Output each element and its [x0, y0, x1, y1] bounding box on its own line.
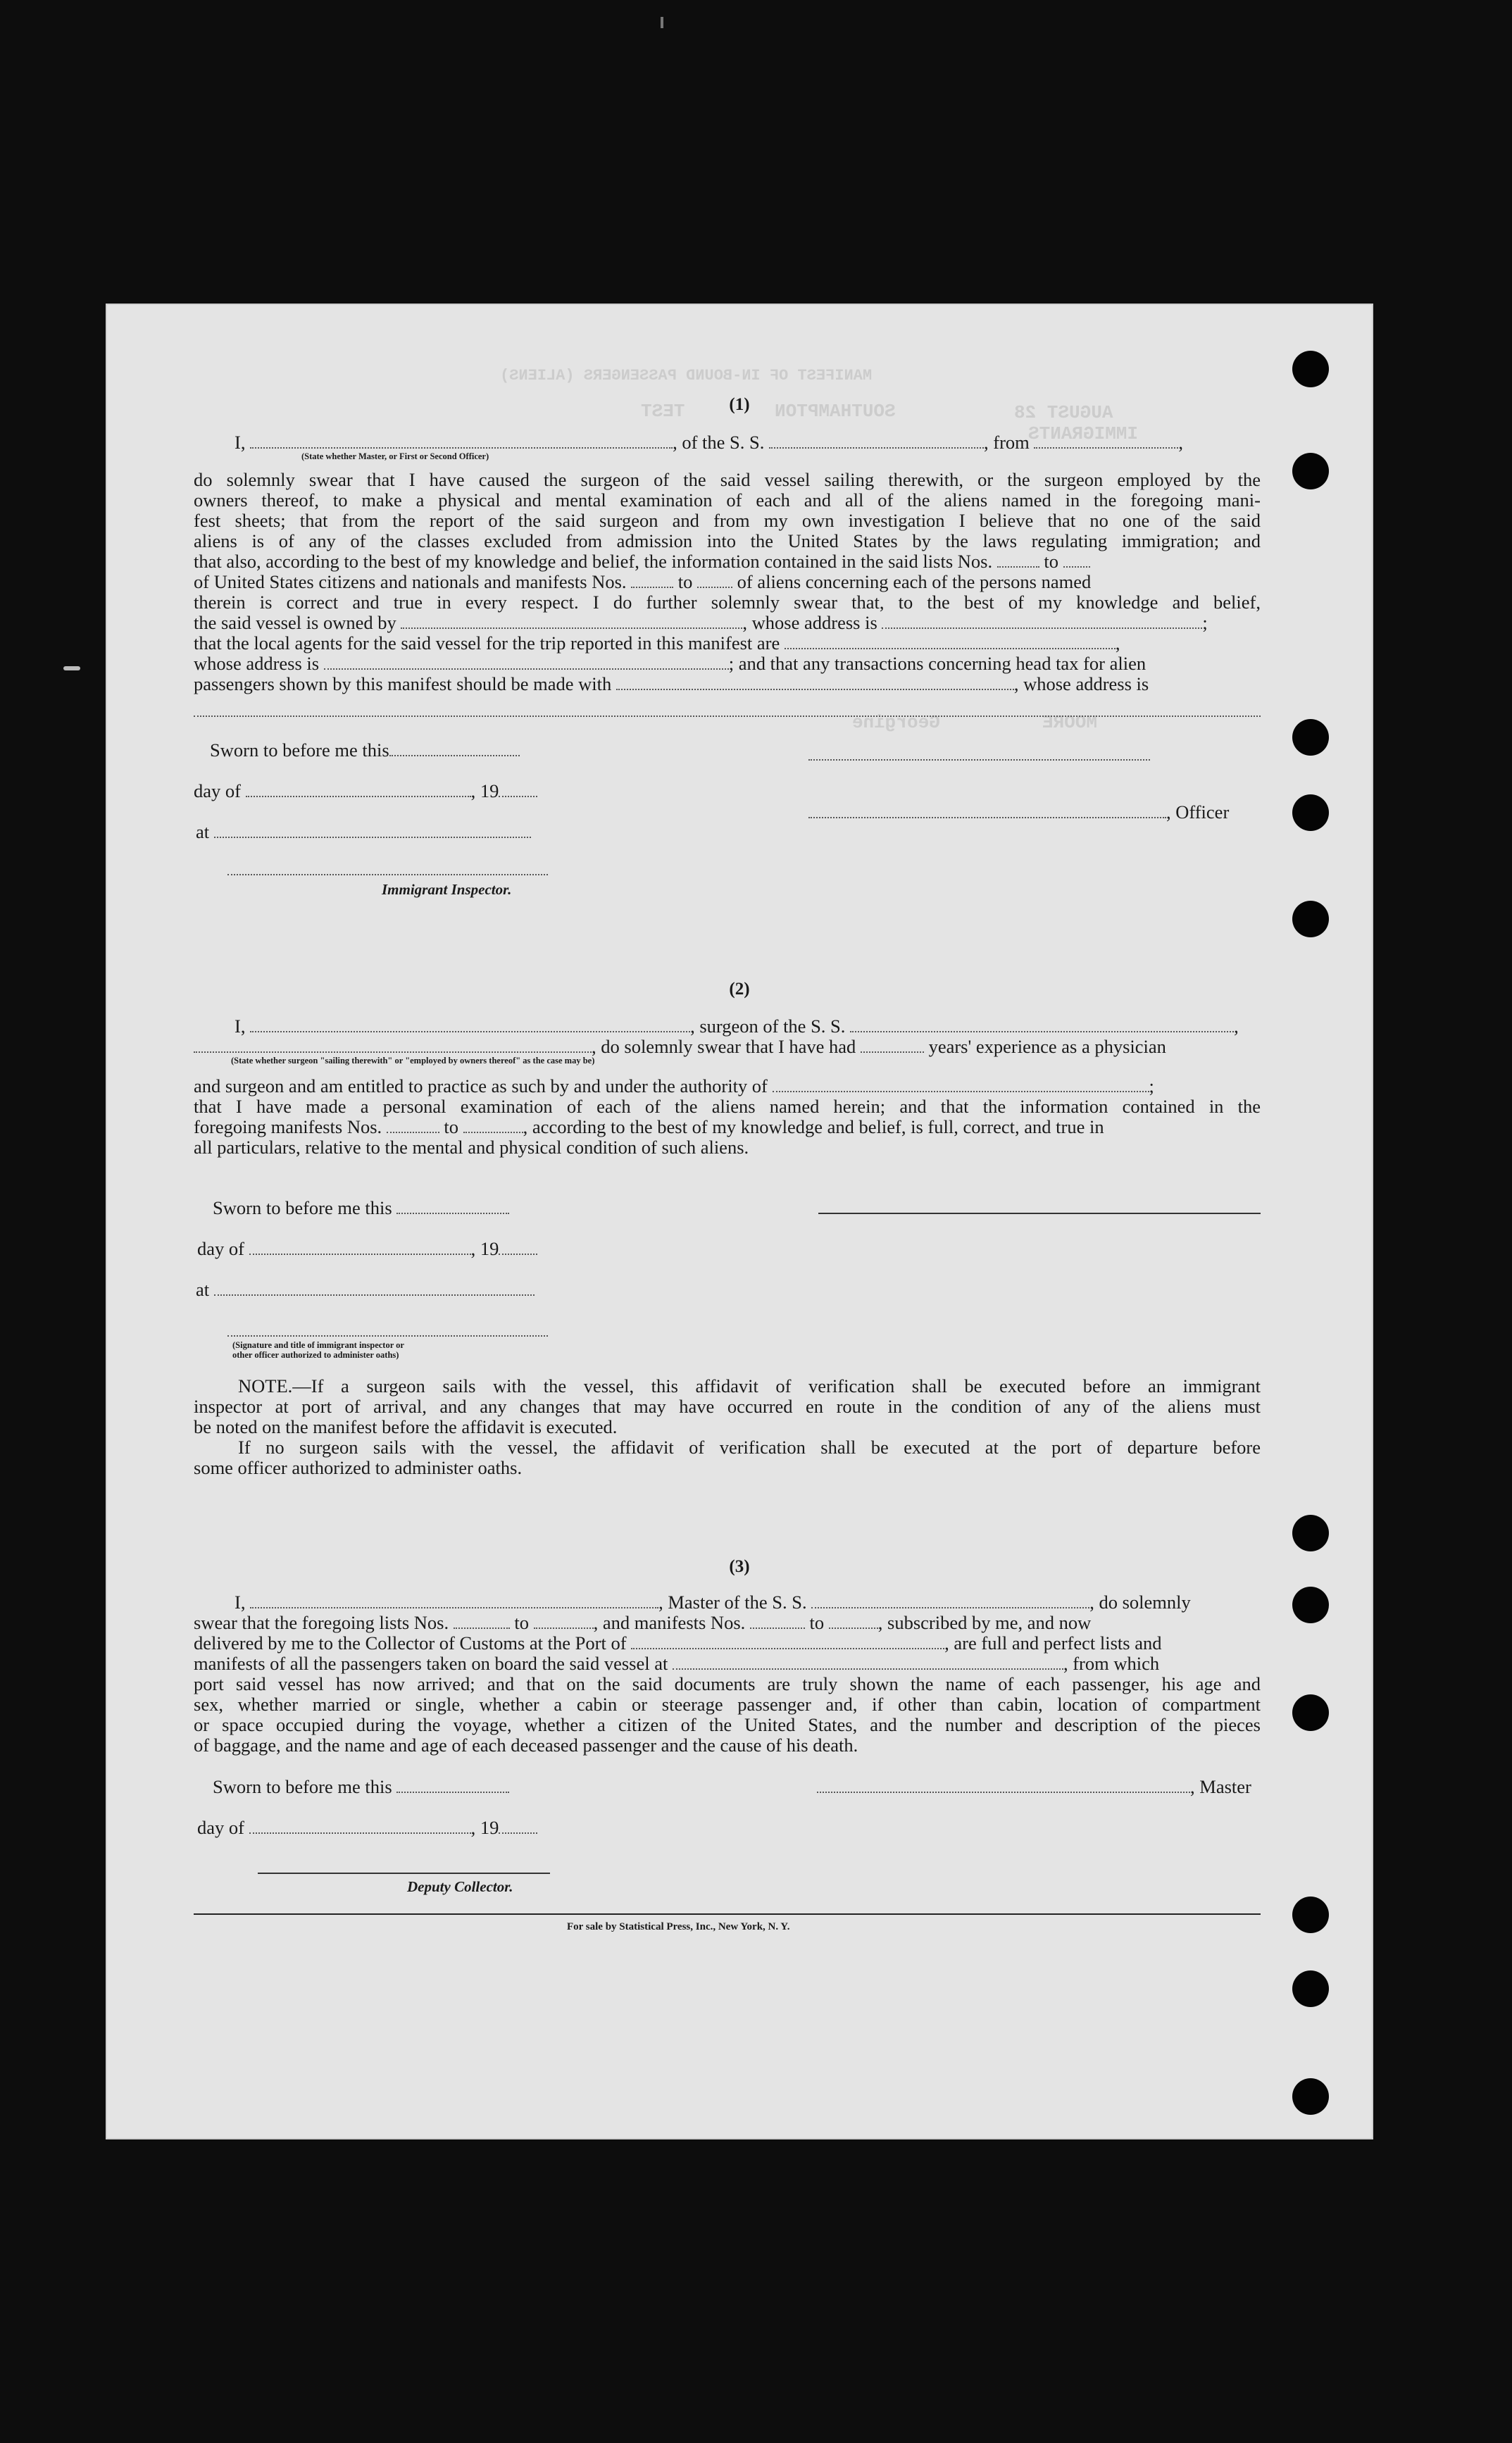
s2-comma: , [1234, 1016, 1239, 1037]
binder-hole-3 [1292, 719, 1329, 756]
s1-line-6-to: to [1044, 551, 1058, 572]
s2-inspector-signature-line [227, 1335, 548, 1337]
s2-ship-blank [850, 1030, 1234, 1032]
s3-sworn [213, 1777, 509, 1797]
s2-line-1 [235, 1016, 1239, 1037]
section-2-heading: (2) [729, 980, 750, 999]
s2-semicolon: ; [1149, 1075, 1154, 1096]
s2-note-line-2: inspector at port of arrival, and any changes that may have occurred en route in the condition of any of the aliens must [194, 1396, 1261, 1417]
s1-line-6-text: that also, according to the best of my knowledge and belief, the information contained in the said lists Nos. [194, 551, 993, 572]
s3-sworn-text: Sworn to before me this [213, 1776, 392, 1797]
section-3-heading: (3) [729, 1557, 750, 1576]
s1-line-10 [194, 633, 1120, 654]
s1-line-4: fest sheets; that from the report of the said surgeon and from my own investigation I believe that no one of the said [194, 510, 1261, 531]
s1-line-5: aliens is of any of the classes excluded from admission into the United States by the laws regulating immigration; and [194, 530, 1261, 551]
s3-manifests-from-blank [750, 1627, 805, 1629]
s3-day-blank [249, 1832, 471, 1834]
s2-sworn-text: Sworn to before me this [213, 1197, 392, 1218]
s1-line-3: owners thereof, to make a physical and mental examination of each and all of the aliens named in the foregoing mani- [194, 489, 1261, 511]
s1-officer-label-row [808, 802, 1229, 823]
s1-line-2: do solemnly swear that I have caused the surgeon of the said vessel sailing therewith, or the surgeon employed by the [194, 469, 1261, 490]
s1-agents-blank [785, 647, 1116, 649]
s2-sworn-blank [396, 1212, 509, 1214]
s1-ship-blank [769, 446, 984, 449]
s1-address-continuation-line [194, 716, 1261, 717]
s3-master-signature-row [817, 1777, 1251, 1797]
s1-officer-note: (State whether Master, or First or Second Officer) [301, 451, 489, 461]
s2-swear: , do solemnly swear that I have had [592, 1036, 856, 1057]
s1-immigrant-inspector: Immigrant Inspector. [382, 881, 512, 898]
s1-owned-by: the said vessel is owned by [194, 612, 396, 633]
binder-hole-8 [1292, 1694, 1329, 1731]
s1-agents-address-label: whose address is [194, 653, 320, 674]
s1-from: , from [984, 432, 1030, 453]
s1-head-tax: ; and that any transactions concerning head tax for alien [728, 653, 1147, 674]
s2-note-line-3: be noted on the manifest before the affidavit is executed. [194, 1416, 618, 1437]
scan-speck-1 [661, 17, 663, 28]
s2-at [196, 1280, 535, 1300]
s2-line-2 [194, 1037, 1166, 1057]
s1-owner-blank [401, 627, 742, 629]
s2-note-text-1: NOTE.—If a surgeon sails with the vessel, this affidavit of verification shall be executed before an immigrant [238, 1375, 1261, 1397]
s2-line-6: all particulars, relative to the mental and physical condition of such aliens. [194, 1137, 749, 1158]
binder-hole-9 [1292, 1897, 1329, 1933]
binder-hole-11 [1292, 2078, 1329, 2115]
s3-dayof-text: day of [197, 1817, 244, 1838]
bleed-text-ship: TEST [641, 401, 685, 422]
s3-line-4 [194, 1654, 1159, 1674]
s3-dayof [197, 1818, 537, 1838]
printer-imprint: For sale by Statistical Press, Inc., New York, N. Y. [567, 1921, 790, 1932]
s1-dayof-text: day of [194, 780, 241, 801]
s3-solemnly: , do solemnly [1089, 1592, 1191, 1613]
s1-officer-blank-2 [808, 816, 1166, 818]
s1-manifests-to-blank [697, 586, 732, 588]
s1-of-ss: , of the S. S. [673, 432, 765, 453]
s2-i: I, [235, 1016, 246, 1037]
s1-day-blank [246, 795, 471, 797]
s1-line-7-to: to [677, 571, 693, 592]
bleed-text-class: IMMIGRANTS [1028, 423, 1139, 444]
s1-line-6 [194, 551, 1090, 572]
s2-sworn [213, 1198, 509, 1218]
s1-sworn [210, 740, 520, 761]
binder-hole-1 [1292, 351, 1329, 387]
s1-comma: , [1178, 432, 1184, 453]
s3-manifests-to-blank [829, 1627, 878, 1629]
binder-hole-10 [1292, 1970, 1329, 2007]
s2-note-line-1 [238, 1376, 1261, 1397]
s1-line-12 [194, 674, 1149, 694]
s3-line-5: port said vessel has now arrived; and that on the said documents are truly shown the name of each passenger, his age and [194, 1673, 1261, 1694]
bleed-text-surname: MOORE [1042, 712, 1098, 733]
s3-master-signature-blank [817, 1791, 1190, 1793]
s2-according: , according to the best of my knowledge and belief, is full, correct, and true in [523, 1116, 1104, 1137]
s3-full-perfect: , are full and perfect lists and [944, 1632, 1162, 1654]
s1-owner-address-label: , whose address is [742, 612, 877, 633]
s3-line-8: of baggage, and the name and age of each deceased passenger and the cause of his death. [194, 1735, 858, 1756]
s2-manifests-to-blank [463, 1131, 523, 1133]
s3-master-name-blank [250, 1606, 658, 1608]
s1-manifests-from-blank [631, 586, 673, 588]
s1-transactions: passengers shown by this manifest should be made with [194, 673, 612, 694]
bleed-text-title: MANIFEST OF IN-BOUND PASSENGERS (ALIENS) [500, 367, 873, 385]
s3-sworn-blank [396, 1791, 509, 1793]
s2-year-prefix: , 19 [470, 1238, 499, 1259]
s3-line-2 [194, 1613, 1091, 1633]
binder-hole-4 [1292, 794, 1329, 831]
s3-line-6: sex, whether married or single, whether a cabin or steerage passenger and, if other than cabin, location of compartment [194, 1694, 1261, 1715]
s3-master-label: , Master [1190, 1776, 1251, 1797]
s1-officer-label: , Officer [1166, 801, 1230, 823]
s2-manifests-from-blank [387, 1131, 439, 1133]
s2-surgeon-name-blank [250, 1030, 690, 1032]
s3-line-1 [235, 1592, 1191, 1613]
s1-at-blank [214, 836, 531, 838]
s2-line-4: that I have made a personal examination of each of the aliens named herein; and that the information contained in the [194, 1096, 1261, 1117]
binder-hole-6 [1292, 1515, 1329, 1551]
s2-year-blank [499, 1253, 537, 1255]
s3-taken-on-board: manifests of all the passengers taken on board the said vessel at [194, 1653, 668, 1674]
s3-master-of-ss: , Master of the S. S. [658, 1592, 807, 1613]
s1-inspector-signature-line [227, 874, 548, 875]
s1-line-1 [235, 432, 1183, 453]
s1-agents: that the local agents for the said vessel for the trip reported in this manifest are [194, 632, 780, 654]
s3-year-prefix: , 19 [470, 1817, 499, 1838]
s3-line-7: or space occupied during the voyage, whether a citizen of the United States, and the number and description of the pieces [194, 1714, 1261, 1735]
s1-line-11 [194, 654, 1146, 674]
s3-deputy-collector: Deputy Collector. [407, 1878, 513, 1895]
bleed-text-date: AUGUST 28 [1014, 402, 1113, 423]
s1-officer-signature-line [808, 759, 1150, 761]
s1-i: I, [235, 432, 246, 453]
footer-rule [194, 1913, 1261, 1915]
s2-manifests-nos: foregoing manifests Nos. [194, 1116, 382, 1137]
s2-to: to [444, 1116, 459, 1137]
binder-hole-2 [1292, 453, 1329, 489]
s2-at-blank [214, 1294, 535, 1296]
s2-surgeon-of-ss: , surgeon of the S. S. [690, 1016, 846, 1037]
s1-officer-blank [250, 446, 673, 449]
s1-at-text: at [196, 821, 210, 842]
s3-port-blank [631, 1647, 944, 1649]
s1-year-prefix: , 19 [470, 780, 499, 801]
s1-sworn-text: Sworn to before me this [210, 739, 389, 761]
s2-status-note: (State whether surgeon "sailing therewith" or "employed by owners thereof" as the case may be) [231, 1056, 595, 1066]
s1-transactions-address-label: , whose address is [1013, 673, 1149, 694]
s2-years-blank [861, 1051, 924, 1053]
s1-at [196, 822, 531, 842]
s2-note-line-4: If no surgeon sails with the vessel, the affidavit of verification shall be executed at the port of departure before [238, 1437, 1261, 1458]
s1-agents-comma: , [1115, 632, 1120, 654]
s1-owner-address-blank [882, 627, 1202, 629]
s1-semicolon: ; [1202, 612, 1208, 633]
s3-vessel-at-blank [673, 1668, 1063, 1670]
s2-day-blank [249, 1253, 471, 1255]
s2-at-text: at [196, 1279, 210, 1300]
s2-surgeon-signature-line [818, 1213, 1261, 1214]
s3-to-2: to [809, 1612, 825, 1633]
s3-lists-from-blank [454, 1627, 510, 1629]
s1-line-7 [194, 572, 1091, 592]
s2-signature-note-1: (Signature and title of immigrant inspector or [232, 1340, 404, 1350]
manifest-page [106, 304, 1373, 2139]
s1-sworn-blank [389, 754, 520, 756]
s3-manifests-nos: , and manifests Nos. [593, 1612, 746, 1633]
binder-hole-7 [1292, 1587, 1329, 1623]
s2-dayof [197, 1239, 537, 1259]
s3-to-1: to [514, 1612, 529, 1633]
s1-line-7-rest: of aliens concerning each of the persons named [737, 571, 1092, 592]
binder-hole-5 [1292, 901, 1329, 937]
s1-dayof [194, 781, 537, 801]
s1-year-blank [499, 795, 537, 797]
s2-authority: and surgeon and am entitled to practice as such by and under the authority of [194, 1075, 768, 1096]
s2-signature-note-2: other officer authorized to administer oaths) [232, 1350, 399, 1360]
section-1-heading: (1) [729, 395, 750, 414]
s2-line-3 [194, 1076, 1154, 1096]
s3-collector: delivered by me to the Collector of Customs at the Port of [194, 1632, 627, 1654]
bleed-text-port: SOUTHAMPTON [775, 401, 896, 422]
s3-line-3 [194, 1633, 1161, 1654]
s3-ship-blank [811, 1606, 1089, 1608]
s1-lists-from-blank [997, 566, 1039, 568]
s2-authority-blank [773, 1090, 1149, 1092]
s3-deputy-signature-line [258, 1873, 550, 1874]
s3-lists-to-blank [534, 1627, 594, 1629]
s2-note-line-5: some officer authorized to administer oaths. [194, 1457, 523, 1478]
s3-subscribed: , subscribed by me, and now [877, 1612, 1092, 1633]
s1-line-7-text: of United States citizens and nationals and manifests Nos. [194, 571, 627, 592]
s1-from-blank [1034, 446, 1178, 449]
s1-agents-address-blank [324, 668, 729, 670]
s2-dayof-text: day of [197, 1238, 244, 1259]
scan-speck-2 [63, 666, 80, 670]
s1-lists-to-blank [1063, 566, 1090, 568]
s3-lists-nos: swear that the foregoing lists Nos. [194, 1612, 449, 1633]
s1-transactions-blank [616, 688, 1014, 690]
s2-status-blank [194, 1051, 592, 1053]
s2-years-experience: years' experience as a physician [928, 1036, 1166, 1057]
s3-year-blank [499, 1832, 537, 1834]
s1-line-9 [194, 613, 1208, 633]
s3-i: I, [235, 1592, 246, 1613]
bleed-text-given: Georgine [852, 712, 940, 733]
s2-line-5 [194, 1117, 1104, 1137]
s3-from-which: , from which [1063, 1653, 1160, 1674]
s1-line-8: therein is correct and true in every respect. I do further solemnly swear that, to the best of my knowledge and belief, [194, 592, 1261, 613]
